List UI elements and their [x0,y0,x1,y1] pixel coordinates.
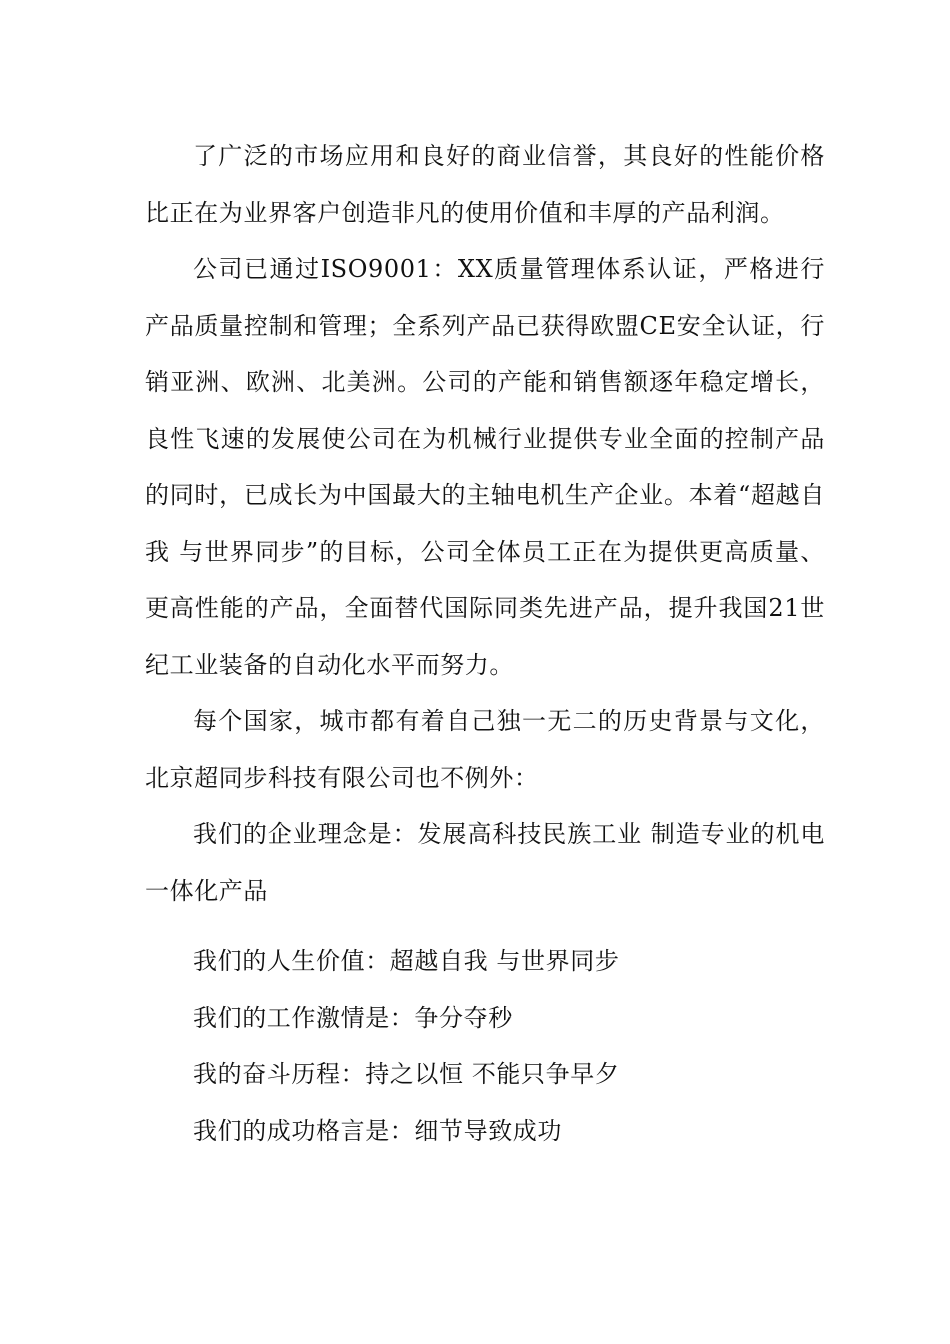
line-life-value: 我们的人生价值：超越自我 与世界同步 [193,947,620,975]
paragraph-culture-intro: 每个国家，城市都有着自己独一无二的历史背景与文化，北京超同步科技有限公司也不例外： [145,707,825,792]
document-body [145,128,825,1159]
line-struggle-journey: 我的奋斗历程：持之以恒 不能只争早夕 [193,1060,620,1088]
paragraph-company-certification: 公司已通过ISO9001：XX质量管理体系认证，严格进行产品质量控制和管理；全系列产品已获得欧盟CE安全认证，行销亚洲、欧洲、北美洲。公司的产能和销售额逐年稳定增长，良性飞速的发展使公司在为机械行业提供专业全面的控制产品的同时，已成长为中国最大的主轴电机生产企业。本着“超越自我 与世界同步”的目标，公司全体员工正在为提供更高质量、更高性能的产品，全面替代国际同类先进产品，提升我国21世纪工业装备的自动化水平而努力。 [145,255,825,679]
line-work-passion: 我们的工作激情是：争分夺秒 [193,1003,513,1032]
paragraph-enterprise-philosophy: 我们的企业理念是：发展高科技民族工业 制造专业的机电一体化产品 [145,820,825,905]
line-success-motto: 我们的成功格言是：细节导致成功 [193,1116,562,1145]
paragraph-market-reputation: 了广泛的市场应用和良好的商业信誉，其良好的性能价格比正在为业界客户创造非凡的使用价值和丰厚的产品利润。 [145,142,825,227]
